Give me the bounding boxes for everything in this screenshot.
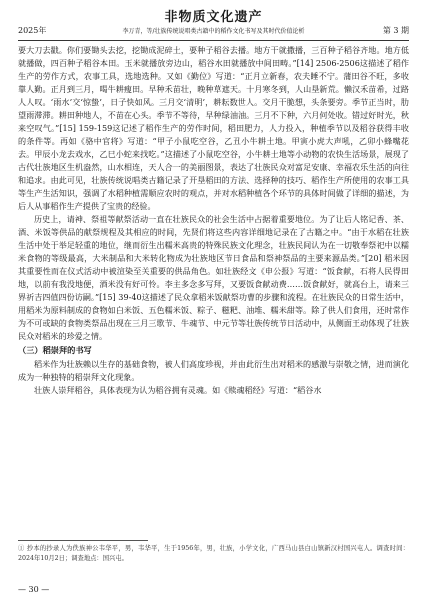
body-paragraph-3: 稻米作为壮族赖以生存的基础食物，被人们高度珍视，并由此衍生出对稻米的感激与崇敬之情，进而演化成为一种独特的稻崇拜文化现象。 xyxy=(18,359,409,382)
header-year: 2025年 xyxy=(18,26,47,35)
running-header xyxy=(18,25,409,39)
header-issue: 第 3 期 xyxy=(382,26,409,35)
footnote-divider xyxy=(18,540,148,541)
body-paragraph-4: 壮族人崇拜稻谷，具体表现为认为稻谷拥有灵魂。如《赎魂稻经》写道：“稻谷水 xyxy=(34,385,322,395)
header-divider xyxy=(18,40,409,41)
article-body xyxy=(18,44,409,538)
body-paragraph-2: 历史上，请神、祭祖等献祭活动一直在壮族民众的社会生活中占据着重要地位。为了让后人铭记香、茶、酒、米饭等供品的献祭规程及其相应的时间，先贤们将这些内容详细地记录在了古籍之中。“由于水稻在壮族生活中处于举足轻重的地位，继而衍生出糯米高贵的特殊民族文化理念，壮族民间认为在一切敬奉祭祀中以糯米食物的等级最高，大米制品和大米转化物成为壮族地区节日食品和祭神祭品的主要来源品类。”[20] 稻米因其重要性而在仪式活动中被渲染至关重要的供品角色。如壮族经文《申公报》写道：“饭食献，石将人民得田地，以前有我没地便，酒米没有好可怜。李主多念多写拜，又要饭食献动费……饭食献好，就高台上，请来三界祈吉四值四份访嗣。”[15] 39-40这描述了民众拿稻米饭献祭功曹的步骤和流程。在壮族民众的日常生活中，用稻米为原料制成的食物如白米饭、五色糯米饭、粽子、糍粑、油堆、糯米甜等。除了供人们食用，还时常作为不可或缺的食物类祭品出现在三月三歌节、牛魂节、中元节等壮族传统节日活动中，从侧面王动体现了壮族民众对稻米的珍爱之情。 xyxy=(18,214,409,341)
footnote: ① 抄本的抄录人为佚族神公韦华平，男，韦华平，生于1956年，男，壮族，小学文化，广西马山县白山镇新汉村国兴屯人。调查时间：2024年10月2日；调查地点：国兴屯。 xyxy=(18,545,409,562)
section-heading: （三）稻崇拜的书写 xyxy=(18,345,92,355)
journal-title: 非物质文化遗产 xyxy=(164,10,263,25)
body-paragraph-1: 要大刀去戳。你们要锄头去挖，挖锄成泥碎土，要种子稻谷去播。地方干就撒播，三百种子稻谷齐地。地方低就播做，四百种子稻谷本田。玉米就播放旁边山，稻谷水田就播放中间田畴。”[14] 2506-2506这描述了稻作生产的劳作方式，农事工具，选地选种。又如《勤位》写道：“正月立新春，农夫睡不宁。蒲田谷不旺，多收靠人勤。正月到三月，喝牛耕瘦田。早种禾苗壮，晚种草遮天。十月寒冬到，人山垦新荒。懒汉禾苗希，过路人人叹。‘雨水’交‘惊蛰’，日子快如风。三月交‘清明’，耕耘数世人。交月干脆想，头条要旁。季节正当时，肋望雨滞滞。耕田种地人，不苗在心头。季节不等待，早种绿油油。三月不下种，六月何处收。错过好时光，秋来空叹气。”[15] 159-159这记述了稻作生产的劳作时间，稻田肥力，人力投入，种植季节以及稻谷获得丰收的条件等。再如《骆中官将》写道：“甲子小鼠吃空谷，乙丑小牛耕土地。甲寅小虎大声吼，乙卯小蜂嘴花去。甲辰小龙去戏水，乙巳小蛇来找吃。”这描述了小鼠吃空谷，小牛耕土地等小动物的农快生活场景，展现了古代壮族地区生机盎然，山水相连，天人合一的美丽图景，表达了壮族民众对富足安康、幸福农乐生活的向往和追求。由此可见，壮族传统说唱类古籍记录了开垦稻田的方法、选择种的技巧、稻作生产所使用的农事工具等生产生活知识，强调了水稻种植需顺应农时的观点，并对水稻种植各个环节的具体时间做了详细的描述，为后人从事稻作生产提供了宝贵的经验。 xyxy=(18,45,409,211)
page-number: — 30 — xyxy=(18,585,50,594)
header-article-line: 李万青，等/壮族传统说唱类古籍中的稻作文化书写及其时代价值论析 xyxy=(122,28,305,35)
